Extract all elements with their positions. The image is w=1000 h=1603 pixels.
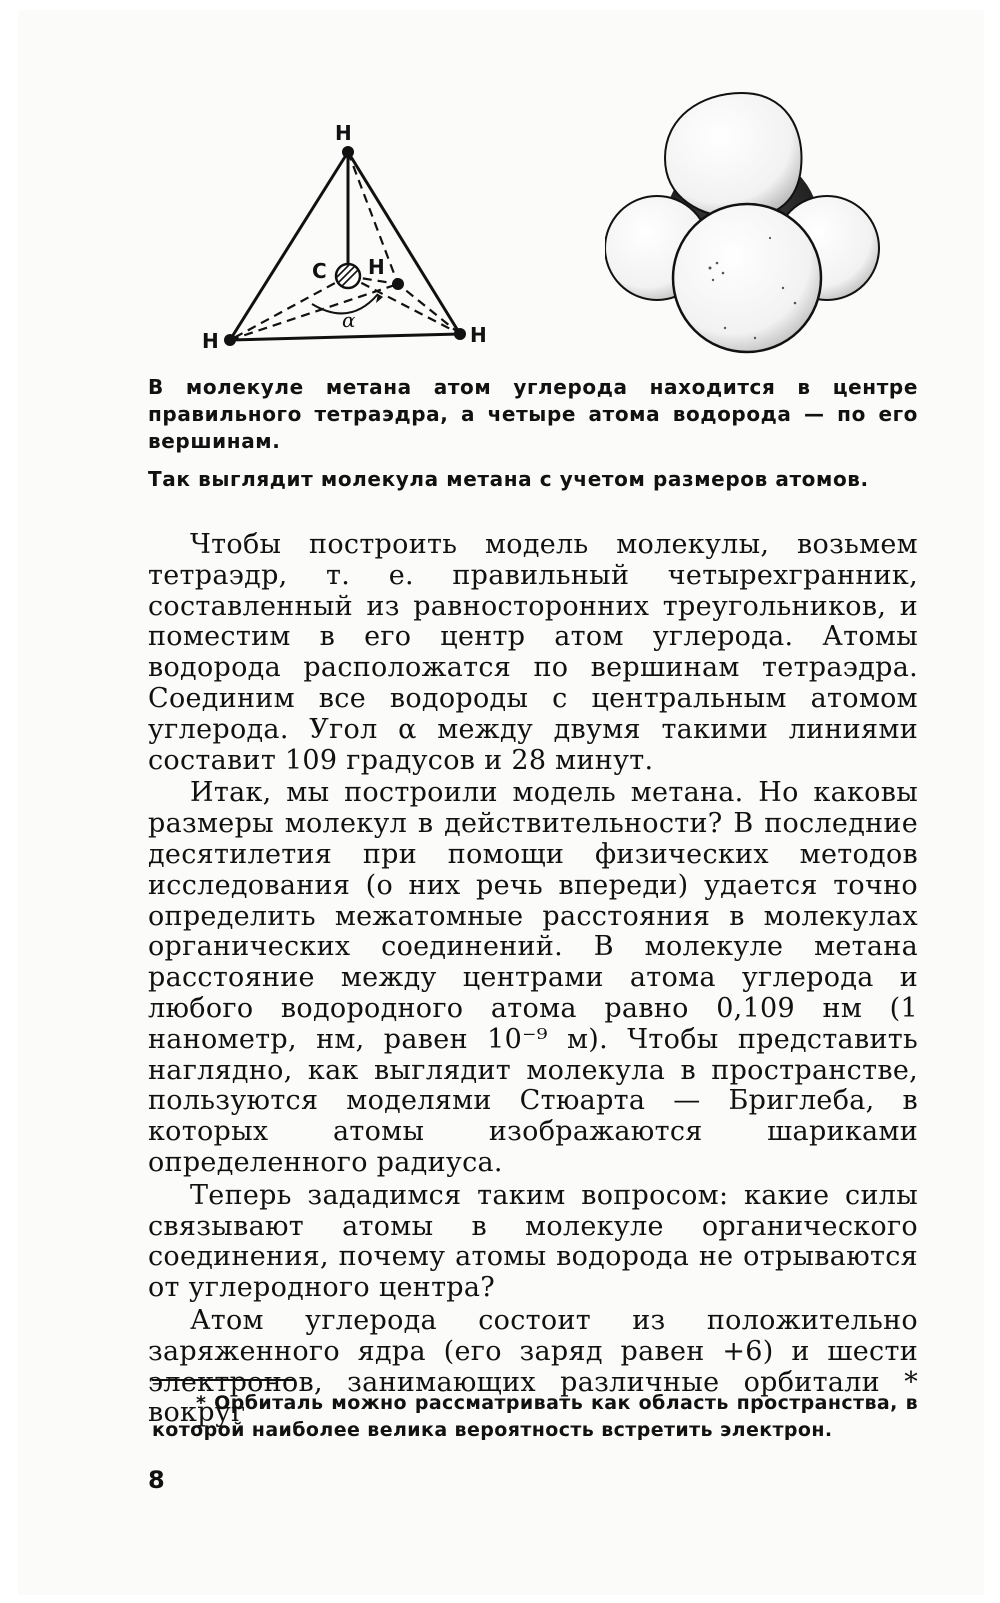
paragraph-1: Чтобы построить модель молекулы, возьмем тетраэдр, т. е. правильный четырехгранник, составленный из равносторонних треугольников, и поместим в его центр атом углерода. Атомы водорода расположатся по вершинам тетраэдра. Соединим все водороды с центральным атомом углерода. Угол α между двумя такими линиями составит 109 градусов и 28 минут.: [148, 529, 918, 776]
hydrogen-top-dot: [342, 146, 354, 158]
hydrogen-sphere-top: [665, 93, 802, 218]
label-h-top: H: [335, 121, 352, 145]
page-number: 8: [148, 1466, 165, 1494]
label-h-inner: H: [368, 255, 385, 279]
footnote-rule: [152, 1379, 294, 1381]
label-c: C: [312, 259, 327, 283]
caption-space-model: Так выглядит молекула метана с учетом размеров атомов.: [148, 467, 869, 491]
paragraph-4: Атом углерода состоит из положительно заряженного ядра (его заряд равен +6) и шести электронов, занимающих различные орбитали * вокруг: [148, 1304, 918, 1429]
space-filling-model: [605, 88, 880, 363]
footnote: [152, 1390, 918, 1444]
label-h-left: H: [202, 329, 219, 353]
tetrahedron-figure: [200, 112, 520, 372]
paragraph-2: Итак, мы построили модель метана. Но каковы размеры молекул в действительности? В последние десятилетия при помощи физических методов исследования (о них речь впереди) удается точно определить межатомные расстояния в молекулах органических соединений. В молекуле метана расстояние между центрами атома углерода и любого водородного атома равно 0,109 нм (1 нанометр, нм, равен 10⁻⁹ м). Чтобы представить наглядно, как выглядит молекула в пространстве, пользуются моделями Стюарта — Бриглеба, в которых атомы изображаются шариками определенного радиуса.: [148, 777, 918, 1178]
paragraph-3: Теперь зададимся таким вопросом: какие силы связывают атомы в молекуле органического соединения, почему атомы водорода не отрываются от углеродного центра?: [148, 1179, 918, 1304]
caption-tetrahedron: В молекуле метана атом углерода находится в центре правильного тетраэдра, а четыре атома водорода — по его вершинам.: [148, 375, 918, 453]
carbon-atom: [336, 264, 360, 288]
label-h-right: H: [470, 323, 487, 347]
label-alpha: α: [342, 308, 356, 332]
hydrogen-right-dot: [454, 328, 466, 340]
footnote-text: * Орбиталь можно рассматривать как область пространства, в которой наиболее велика вероятность встретить электрон.: [152, 1392, 918, 1441]
hydrogen-inner-dot: [392, 278, 404, 290]
hydrogen-left-dot: [224, 334, 236, 346]
hydrogen-sphere-front: [673, 204, 821, 352]
body-text: [148, 530, 918, 1431]
